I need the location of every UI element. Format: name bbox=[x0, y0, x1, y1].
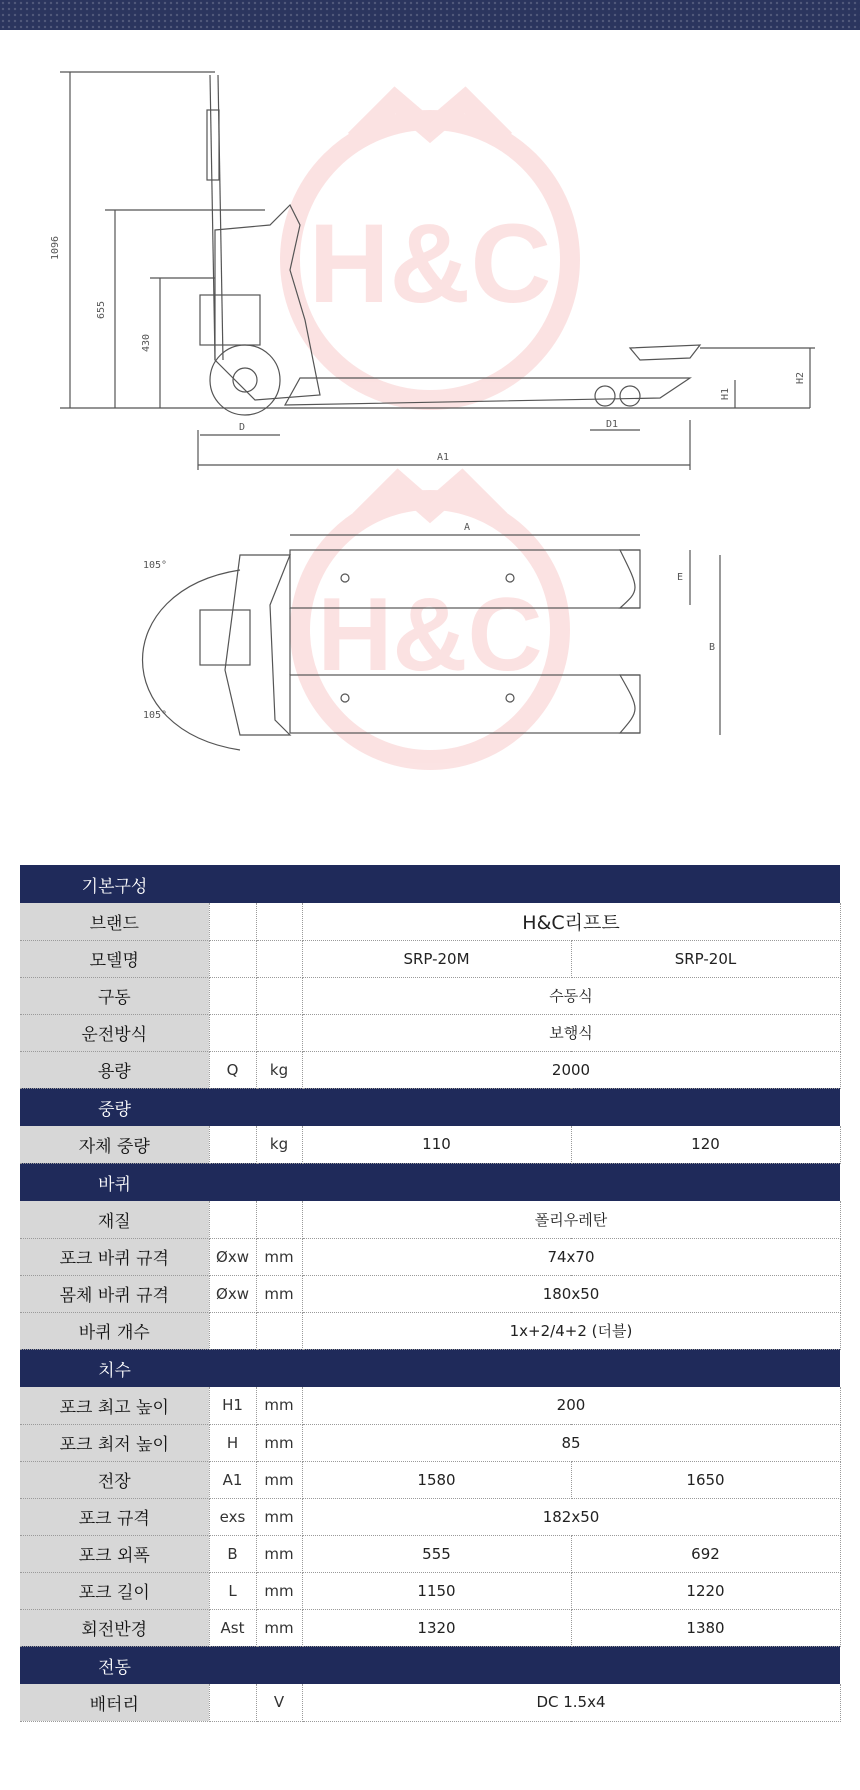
row-label: 재질 bbox=[20, 1201, 209, 1238]
row-label: 전장 bbox=[20, 1461, 209, 1498]
row-unit: mm bbox=[256, 1572, 302, 1609]
watermark-text-top: H&C bbox=[308, 201, 552, 326]
row-value: 1x+2/4+2 (더블) bbox=[302, 1312, 840, 1349]
row-symbol bbox=[209, 1201, 256, 1238]
row-unit: mm bbox=[256, 1609, 302, 1646]
row-unit: V bbox=[256, 1684, 302, 1721]
dim-1096: 1096 bbox=[50, 235, 61, 261]
row-value: 180x50 bbox=[302, 1275, 840, 1312]
table-row-brand bbox=[20, 903, 840, 940]
row-symbol bbox=[209, 1312, 256, 1349]
table-row-wheel-count bbox=[20, 1312, 840, 1349]
section-header-electric bbox=[20, 1646, 840, 1684]
dim-b: B bbox=[708, 642, 716, 653]
dim-a1: A1 bbox=[436, 452, 450, 463]
section-title: 중량 bbox=[20, 1088, 209, 1126]
row-symbol: Øxw bbox=[209, 1275, 256, 1312]
row-value: 74x70 bbox=[302, 1238, 840, 1275]
row-unit bbox=[256, 977, 302, 1014]
row-symbol bbox=[209, 940, 256, 977]
section-title: 바퀴 bbox=[20, 1163, 209, 1201]
row-label: 자체 중량 bbox=[20, 1126, 209, 1163]
row-unit: kg bbox=[256, 1051, 302, 1088]
dim-d: D bbox=[238, 422, 246, 433]
dim-655: 655 bbox=[96, 300, 107, 320]
technical-drawing bbox=[0, 30, 860, 860]
row-value: 2000 bbox=[302, 1051, 840, 1088]
row-unit: mm bbox=[256, 1424, 302, 1461]
row-value: H&C리프트 bbox=[302, 903, 840, 940]
section-title: 전동 bbox=[20, 1646, 209, 1684]
table-row-capacity bbox=[20, 1051, 840, 1088]
row-symbol: B bbox=[209, 1535, 256, 1572]
row-value: 보행식 bbox=[302, 1014, 840, 1051]
table-row-body-wheel bbox=[20, 1275, 840, 1312]
row-symbol bbox=[209, 1126, 256, 1163]
row-value-2: 120 bbox=[571, 1126, 840, 1163]
row-symbol bbox=[209, 977, 256, 1014]
table-row-fork-max-height bbox=[20, 1387, 840, 1424]
dim-e: E bbox=[676, 572, 684, 583]
section-header-dimensions bbox=[20, 1349, 840, 1387]
table-row-self-weight bbox=[20, 1126, 840, 1163]
section-title: 치수 bbox=[20, 1349, 209, 1387]
row-value-1: 110 bbox=[302, 1126, 571, 1163]
row-value-2: SRP-20L bbox=[571, 940, 840, 977]
row-value: 85 bbox=[302, 1424, 840, 1461]
row-value-2: 692 bbox=[571, 1535, 840, 1572]
section-title: 기본구성 bbox=[20, 865, 209, 903]
table-row-fork-outer-width bbox=[20, 1535, 840, 1572]
dim-d1: D1 bbox=[605, 419, 619, 430]
row-symbol: A1 bbox=[209, 1461, 256, 1498]
row-value-1: SRP-20M bbox=[302, 940, 571, 977]
row-symbol: H1 bbox=[209, 1387, 256, 1424]
table-row-fork-min-height bbox=[20, 1424, 840, 1461]
dim-a: A bbox=[463, 522, 471, 533]
row-value-2: 1650 bbox=[571, 1461, 840, 1498]
table-row-battery bbox=[20, 1684, 840, 1721]
row-unit bbox=[256, 1014, 302, 1051]
section-header-wheel bbox=[20, 1163, 840, 1201]
row-label: 포크 바퀴 규격 bbox=[20, 1238, 209, 1275]
watermark-text-bottom: H&C bbox=[317, 577, 543, 693]
row-value-1: 555 bbox=[302, 1535, 571, 1572]
row-label: 모델명 bbox=[20, 940, 209, 977]
table-row-operation bbox=[20, 1014, 840, 1051]
row-symbol: Øxw bbox=[209, 1238, 256, 1275]
row-value-1: 1150 bbox=[302, 1572, 571, 1609]
row-label: 회전반경 bbox=[20, 1609, 209, 1646]
table-row-turning-radius bbox=[20, 1609, 840, 1646]
row-label: 브랜드 bbox=[20, 903, 209, 940]
row-value-1: 1580 bbox=[302, 1461, 571, 1498]
row-symbol: Ast bbox=[209, 1609, 256, 1646]
table-row-overall-length bbox=[20, 1461, 840, 1498]
row-symbol bbox=[209, 1684, 256, 1721]
row-unit bbox=[256, 1312, 302, 1349]
row-value: 182x50 bbox=[302, 1498, 840, 1535]
row-value-2: 1220 bbox=[571, 1572, 840, 1609]
row-symbol: H bbox=[209, 1424, 256, 1461]
row-label: 구동 bbox=[20, 977, 209, 1014]
row-value: DC 1.5x4 bbox=[302, 1684, 840, 1721]
watermark-logo-bottom bbox=[300, 482, 560, 760]
spec-table bbox=[20, 865, 841, 1722]
row-unit: mm bbox=[256, 1275, 302, 1312]
row-label: 포크 외폭 bbox=[20, 1535, 209, 1572]
row-value: 200 bbox=[302, 1387, 840, 1424]
dim-angle-bottom: 105° bbox=[142, 710, 168, 721]
table-row-drive bbox=[20, 977, 840, 1014]
row-label: 몸체 바퀴 규격 bbox=[20, 1275, 209, 1312]
dim-h1: H1 bbox=[720, 387, 731, 401]
row-unit: mm bbox=[256, 1238, 302, 1275]
row-unit: mm bbox=[256, 1387, 302, 1424]
row-symbol bbox=[209, 1014, 256, 1051]
dim-430: 430 bbox=[141, 333, 152, 353]
section-header-basic bbox=[20, 865, 840, 903]
table-row-fork-length bbox=[20, 1572, 840, 1609]
row-unit bbox=[256, 1201, 302, 1238]
row-unit bbox=[256, 903, 302, 940]
row-symbol: exs bbox=[209, 1498, 256, 1535]
row-label: 포크 규격 bbox=[20, 1498, 209, 1535]
row-value-2: 1380 bbox=[571, 1609, 840, 1646]
row-label: 용량 bbox=[20, 1051, 209, 1088]
row-value: 수동식 bbox=[302, 977, 840, 1014]
row-label: 바퀴 개수 bbox=[20, 1312, 209, 1349]
watermark-logo-top bbox=[290, 100, 570, 400]
table-row-model bbox=[20, 940, 840, 977]
row-label: 배터리 bbox=[20, 1684, 209, 1721]
row-label: 포크 최저 높이 bbox=[20, 1424, 209, 1461]
row-value: 폴리우레탄 bbox=[302, 1201, 840, 1238]
row-symbol: Q bbox=[209, 1051, 256, 1088]
top-banner bbox=[0, 0, 860, 30]
row-label: 운전방식 bbox=[20, 1014, 209, 1051]
dim-h2: H2 bbox=[795, 371, 806, 385]
table-row-fork-size bbox=[20, 1498, 840, 1535]
row-unit bbox=[256, 940, 302, 977]
row-symbol bbox=[209, 903, 256, 940]
dim-angle-top: 105° bbox=[142, 560, 168, 571]
row-symbol: L bbox=[209, 1572, 256, 1609]
row-unit: mm bbox=[256, 1498, 302, 1535]
row-label: 포크 최고 높이 bbox=[20, 1387, 209, 1424]
row-unit: mm bbox=[256, 1461, 302, 1498]
row-unit: mm bbox=[256, 1535, 302, 1572]
table-row-fork-wheel bbox=[20, 1238, 840, 1275]
row-unit: kg bbox=[256, 1126, 302, 1163]
section-header-weight bbox=[20, 1088, 840, 1126]
row-label: 포크 길이 bbox=[20, 1572, 209, 1609]
row-value-1: 1320 bbox=[302, 1609, 571, 1646]
table-row-material bbox=[20, 1201, 840, 1238]
